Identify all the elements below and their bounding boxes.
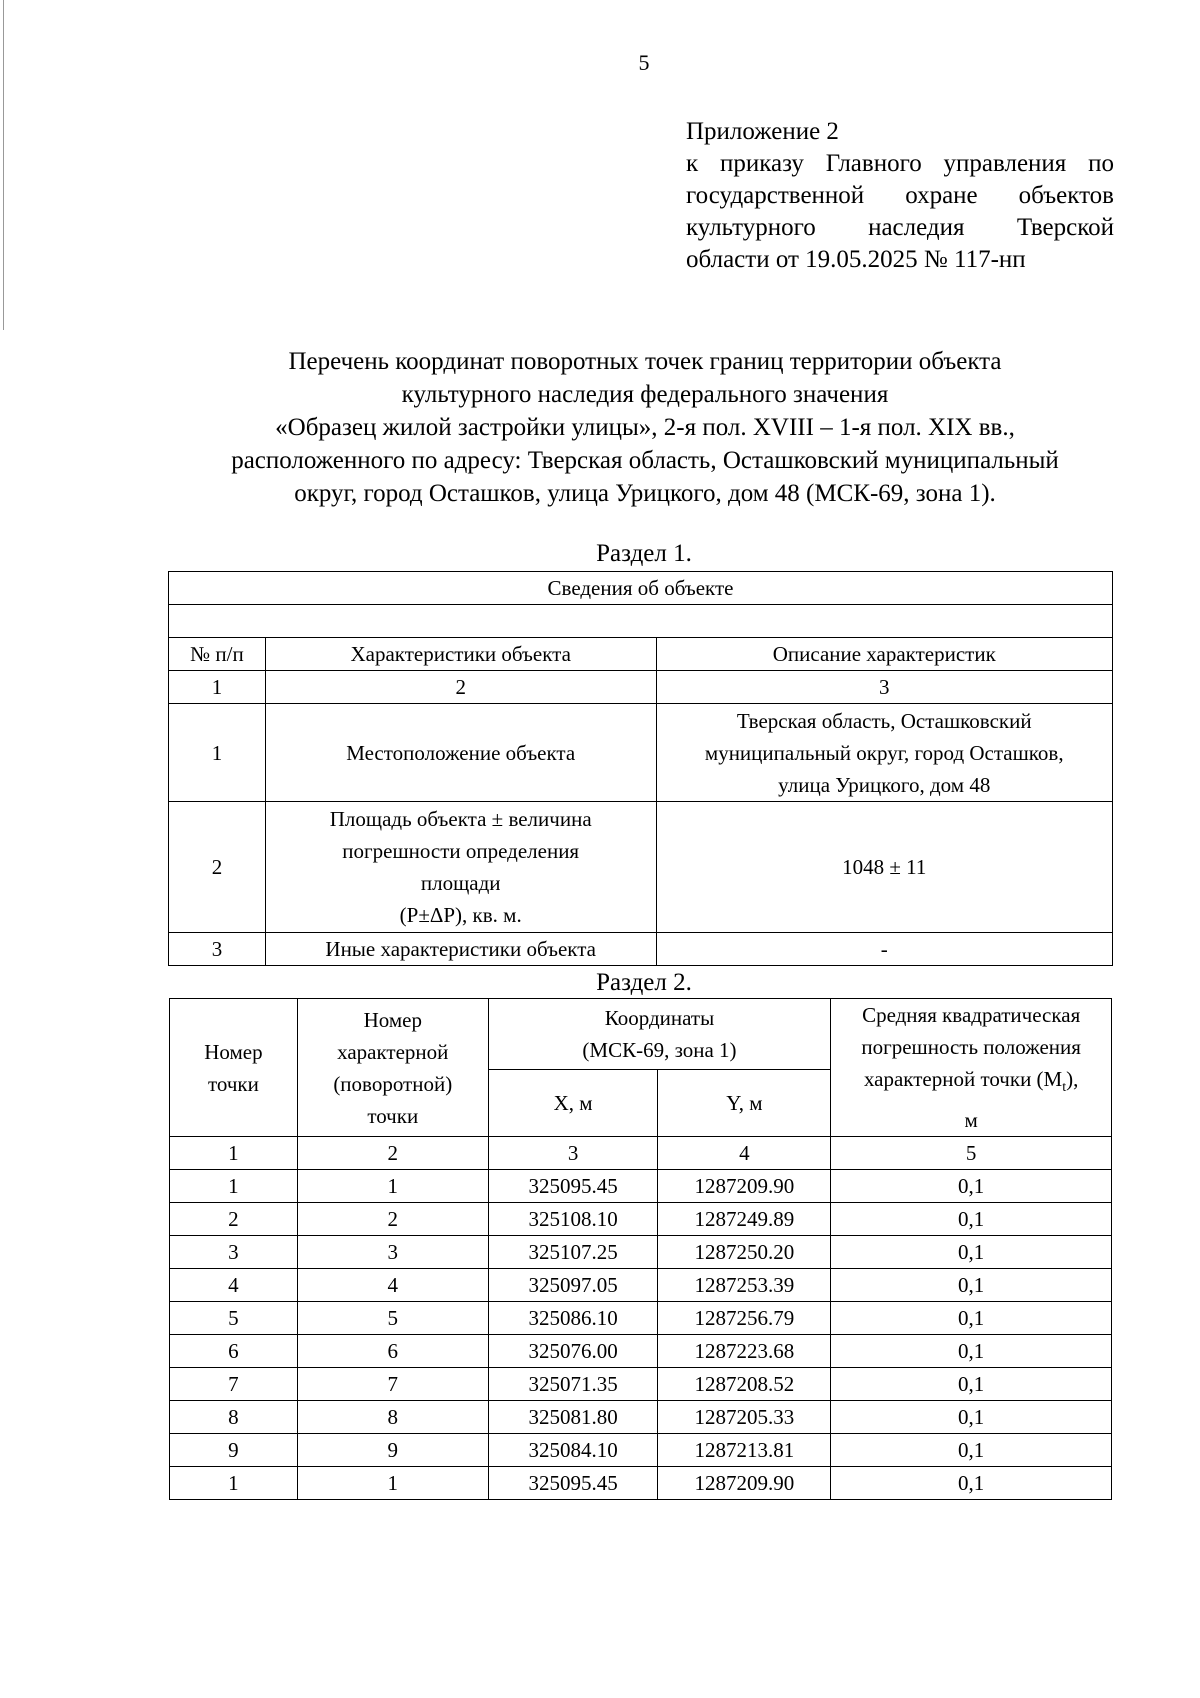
cell-point: 8 <box>170 1401 298 1434</box>
cell-error: 0,1 <box>831 1368 1112 1401</box>
cell-char-point: 3 <box>297 1236 488 1269</box>
header-characteristics: Характеристики объекта <box>265 638 656 671</box>
table-row <box>170 1203 1112 1236</box>
column-number-1: 1 <box>170 1137 298 1170</box>
table-row <box>170 1401 1112 1434</box>
header-line <box>837 1063 1105 1104</box>
cell-error: 0,1 <box>831 1203 1112 1236</box>
cell-y: 1287209.90 <box>658 1170 831 1203</box>
cell-y: 1287250.20 <box>658 1236 831 1269</box>
appendix-line-4: культурного наследия Тверской <box>686 214 1114 241</box>
table-row <box>169 802 1113 933</box>
table-row <box>170 1236 1112 1269</box>
table-row <box>170 1335 1112 1368</box>
row-number: 2 <box>169 802 266 933</box>
header-coordinates <box>488 999 831 1070</box>
coordinates-table <box>169 998 1112 1500</box>
description-line: улица Урицкого, дом 48 <box>778 772 991 797</box>
header-line: м <box>964 1108 978 1133</box>
cell-x: 325071.35 <box>488 1368 658 1401</box>
table-row <box>170 1434 1112 1467</box>
header-line: точки <box>367 1103 419 1128</box>
title-line-2: культурного наследия федерального значения <box>401 381 889 408</box>
page-number: 5 <box>638 50 650 75</box>
cell-char-point: 8 <box>297 1401 488 1434</box>
table-row <box>170 1368 1112 1401</box>
table-row <box>169 933 1113 966</box>
description-line: Тверская область, Осташковский <box>736 708 1032 733</box>
characteristic-line: (P±ΔP), кв. м. <box>399 903 522 927</box>
cell-point: 1 <box>170 1467 298 1500</box>
header-line: Средняя квадратическая <box>862 1003 1081 1027</box>
column-number-4: 4 <box>658 1137 831 1170</box>
cell-point: 9 <box>170 1434 298 1467</box>
table-row <box>170 1302 1112 1335</box>
cell-char-point: 9 <box>297 1434 488 1467</box>
cell-char-point: 1 <box>297 1170 488 1203</box>
cell-char-point: 1 <box>297 1467 488 1500</box>
header-subscript: t <box>1062 1080 1067 1096</box>
appendix-line-1: Приложение 2 <box>686 118 839 145</box>
cell-error: 0,1 <box>831 1170 1112 1203</box>
cell-x: 325097.05 <box>488 1269 658 1302</box>
title-line-4: расположенного по адресу: Тверская область, Осташковский муниципальный <box>231 447 1059 474</box>
title-line-3: «Образец жилой застройки улицы», 2-я пол. XVIII – 1-я пол. XIX вв., <box>275 414 1015 441</box>
column-number-1: 1 <box>169 671 266 704</box>
cell-point: 6 <box>170 1335 298 1368</box>
empty-row <box>169 605 1113 638</box>
header-line: Номер <box>363 1007 422 1032</box>
header-line: (поворотной) <box>333 1071 453 1096</box>
row-description: - <box>656 933 1113 966</box>
cell-error: 0,1 <box>831 1236 1112 1269</box>
cell-x: 325108.10 <box>488 1203 658 1236</box>
cell-x: 325086.10 <box>488 1302 658 1335</box>
header-x: X, м <box>488 1070 658 1137</box>
cell-point: 1 <box>170 1170 298 1203</box>
appendix-line-2: к приказу Главного управления по <box>686 150 1114 177</box>
column-number-5: 5 <box>831 1137 1112 1170</box>
cell-error: 0,1 <box>831 1302 1112 1335</box>
cell-point: 2 <box>170 1203 298 1236</box>
title-line-1: Перечень координат поворотных точек границ территории объекта <box>288 348 1002 375</box>
column-number-2: 2 <box>265 671 656 704</box>
column-number-3: 3 <box>656 671 1113 704</box>
cell-y: 1287213.81 <box>658 1434 831 1467</box>
cell-error: 0,1 <box>831 1434 1112 1467</box>
row-characteristic: Иные характеристики объекта <box>265 933 656 966</box>
cell-char-point: 2 <box>297 1203 488 1236</box>
header-number: № п/п <box>169 638 266 671</box>
object-info-table <box>168 571 1113 966</box>
cell-y: 1287209.90 <box>658 1467 831 1500</box>
cell-char-point: 5 <box>297 1302 488 1335</box>
appendix-line-5: области от 19.05.2025 № 117-нп <box>686 246 1026 273</box>
table-row <box>170 1269 1112 1302</box>
header-line: точки <box>207 1071 259 1096</box>
cell-char-point: 6 <box>297 1335 488 1368</box>
header-line: Номер <box>204 1039 263 1064</box>
cell-point: 7 <box>170 1368 298 1401</box>
cell-y: 1287249.89 <box>658 1203 831 1236</box>
header-line: характерной <box>337 1039 449 1064</box>
section-2-heading: Раздел 2. <box>596 969 692 996</box>
header-line: (МСК-69, зона 1) <box>582 1038 737 1063</box>
cell-x: 325095.45 <box>488 1170 658 1203</box>
cell-x: 325081.80 <box>488 1401 658 1434</box>
header-error <box>831 999 1112 1137</box>
cell-error: 0,1 <box>831 1401 1112 1434</box>
cell-x: 325107.25 <box>488 1236 658 1269</box>
header-description: Описание характеристик <box>656 638 1113 671</box>
column-number-3: 3 <box>488 1137 658 1170</box>
row-number: 3 <box>169 933 266 966</box>
cell-error: 0,1 <box>831 1269 1112 1302</box>
header-y: Y, м <box>658 1070 831 1137</box>
header-char-point-number <box>297 999 488 1137</box>
header-point-number <box>170 999 298 1137</box>
cell-y: 1287208.52 <box>658 1368 831 1401</box>
cell-char-point: 7 <box>297 1368 488 1401</box>
cell-point: 3 <box>170 1236 298 1269</box>
row-characteristic: Местоположение объекта <box>265 704 656 802</box>
header-text: характерной точки (M <box>863 1067 1063 1091</box>
description-line: муниципальный округ, город Осташков, <box>704 740 1064 765</box>
row-description: 1048 ± 11 <box>656 802 1113 933</box>
cell-error: 0,1 <box>831 1467 1112 1500</box>
title-line-5: округ, город Осташков, улица Урицкого, дом 48 (МСК-69, зона 1). <box>294 480 996 507</box>
header-line: Координаты <box>604 1006 715 1031</box>
cell-char-point: 4 <box>297 1269 488 1302</box>
cell-x: 325095.45 <box>488 1467 658 1500</box>
header-line: погрешность положения <box>861 1035 1081 1059</box>
column-number-2: 2 <box>297 1137 488 1170</box>
table-title: Сведения об объекте <box>169 572 1113 605</box>
row-description <box>656 704 1113 802</box>
table-row <box>170 1467 1112 1500</box>
cell-point: 5 <box>170 1302 298 1335</box>
characteristic-line: погрешности определения <box>342 839 580 863</box>
header-text: ), <box>1066 1067 1079 1091</box>
characteristic-line: Площадь объекта ± величина <box>329 807 592 831</box>
cell-y: 1287205.33 <box>658 1401 831 1434</box>
characteristic-line: площади <box>420 871 501 895</box>
cell-point: 4 <box>170 1269 298 1302</box>
appendix-block <box>686 116 1114 276</box>
cell-x: 325076.00 <box>488 1335 658 1368</box>
row-number: 1 <box>169 704 266 802</box>
table-row <box>169 704 1113 802</box>
cell-y: 1287256.79 <box>658 1302 831 1335</box>
cell-y: 1287253.39 <box>658 1269 831 1302</box>
appendix-line-3: государственной охране объектов <box>686 182 1114 209</box>
cell-y: 1287223.68 <box>658 1335 831 1368</box>
document-title <box>150 345 1140 510</box>
section-1-heading: Раздел 1. <box>596 540 692 567</box>
cell-error: 0,1 <box>831 1335 1112 1368</box>
row-characteristic <box>265 802 656 933</box>
table-row <box>170 1170 1112 1203</box>
cell-x: 325084.10 <box>488 1434 658 1467</box>
